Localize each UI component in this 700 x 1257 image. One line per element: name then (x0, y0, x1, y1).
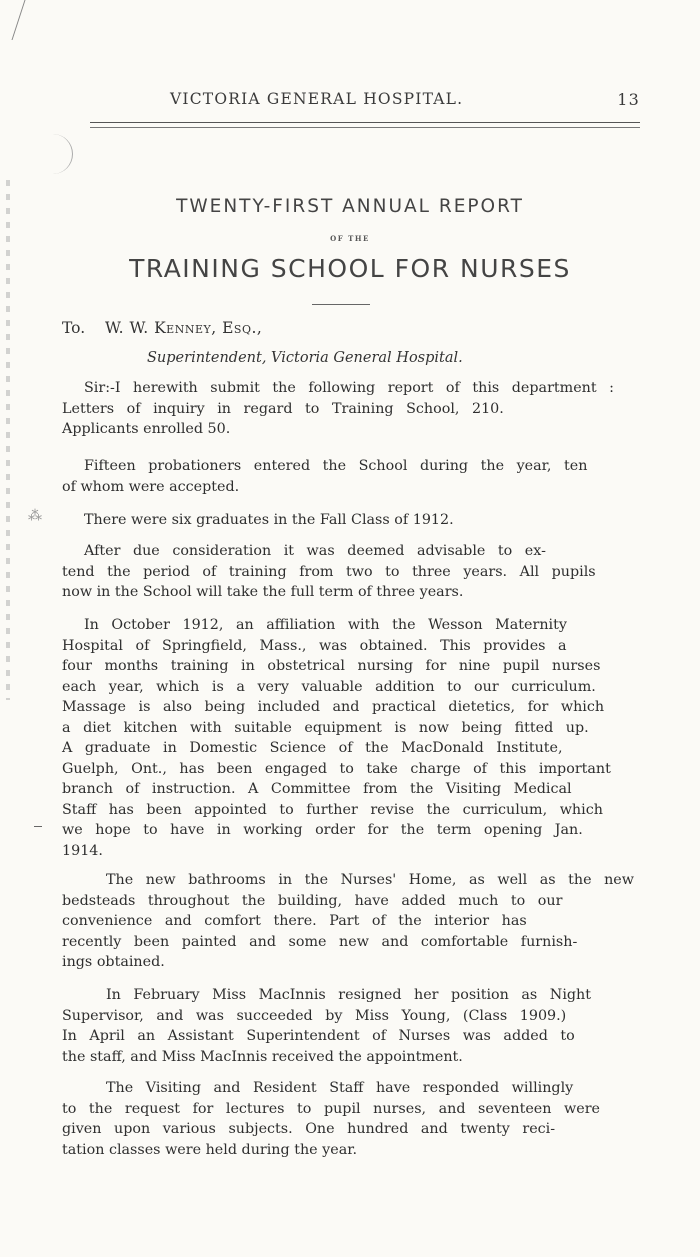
text-line: ings obtained. (62, 954, 165, 970)
addressee-line (62, 319, 262, 337)
report-title: TWENTY-FIRST ANNUAL REPORT (176, 196, 524, 217)
paragraph-lectures (62, 1078, 637, 1160)
margin-smudge: ⁂ (28, 508, 42, 524)
text-line: given upon various subjects. One hundred and twenty reci- (62, 1121, 556, 1137)
paragraph-intro (62, 378, 637, 440)
text-line: Supervisor, and was succeeded by Miss Young, (Class 1909.) (62, 1007, 567, 1024)
text-line: branch of instruction. A Committee from the Visiting Medical (62, 781, 572, 797)
title-divider (312, 304, 370, 305)
text-line: 1914. (62, 842, 103, 859)
corner-pencil-mark (0, 0, 25, 40)
page-number: 13 (617, 90, 640, 109)
text-line: In April an Assistant Superintendent of Nurses was added to (62, 1028, 575, 1044)
header-rule (90, 122, 640, 128)
addressee-to: To. (62, 319, 86, 337)
text-line: four months training in obstetrical nursing for nine pupil nurses (62, 658, 601, 674)
text-line: Letters of inquiry in regard to Training School, 210. (62, 400, 504, 417)
of-the-label: OF THE (330, 234, 370, 243)
text-line: There were six graduates in the Fall Class of 1912. (84, 512, 454, 528)
text-line: The Visiting and Resident Staff have responded willingly (106, 1080, 574, 1096)
text-line: In February Miss MacInnis resigned her position as Night (106, 987, 591, 1003)
text-line: to the request for lectures to pupil nurses, and seventeen were (62, 1100, 601, 1117)
margin-curl-mark (52, 134, 73, 174)
text-line: Fifteen probationers entered the School during the year, ten (84, 458, 588, 474)
text-line: we hope to have in working order for the term opening Jan. (62, 822, 583, 838)
text-line: Applicants enrolled 50. (62, 421, 231, 437)
text-line: In October 1912, an affiliation with the Wesson Maternity (84, 617, 567, 633)
text-line: The new bathrooms in the Nurses' Home, as well as the new (106, 872, 635, 888)
text-line: After due consideration it was deemed advisable to ex- (84, 543, 546, 559)
paragraph-staff-changes (62, 985, 637, 1067)
margin-dash-mark (34, 826, 42, 827)
text-line: Hospital of Springfield, Mass., was obtained. This provides a (62, 637, 567, 654)
text-line: Sir:-I herewith submit the following report of this department : (84, 380, 614, 396)
addressee-name: W. W. Kenney, Esq., (104, 319, 263, 337)
paragraph-probationers (62, 456, 637, 497)
paragraph-graduates (62, 510, 637, 531)
paragraph-nurses-home (62, 870, 637, 973)
text-line: recently been painted and some new and comfortable furnish- (62, 933, 578, 950)
text-line: tation classes were held during the year. (62, 1141, 358, 1158)
text-line: each year, which is a very valuable addition to our curriculum. (62, 678, 596, 695)
text-line: bedsteads throughout the building, have added much to our (62, 892, 563, 909)
text-line: Staff has been appointed to further revise the curriculum, which (62, 801, 603, 818)
running-head-title: VICTORIA GENERAL HOSPITAL. (170, 90, 464, 108)
text-line: a diet kitchen with suitable equipment is now being fitted up. (62, 719, 589, 736)
paragraph-training-period (62, 541, 637, 603)
text-line: A graduate in Domestic Science of the MacDonald Institute, (62, 740, 563, 756)
addressee-position: Superintendent, Victoria General Hospital. (147, 350, 463, 366)
school-title: TRAINING SCHOOL FOR NURSES (129, 254, 571, 283)
text-line: tend the period of training from two to three years. All pupils (62, 563, 596, 580)
text-line: now in the School will take the full term of three years. (62, 584, 464, 600)
text-line: of whom were accepted. (62, 478, 240, 495)
text-line: the staff, and Miss MacInnis received the appointment. (62, 1048, 463, 1065)
text-line: Guelph, Ont., has been engaged to take charge of this important (62, 760, 611, 777)
paragraph-affiliation (62, 615, 637, 861)
text-line: Massage is also being included and practical dietetics, for which (62, 699, 605, 715)
text-line: convenience and comfort there. Part of the interior has (62, 913, 527, 929)
